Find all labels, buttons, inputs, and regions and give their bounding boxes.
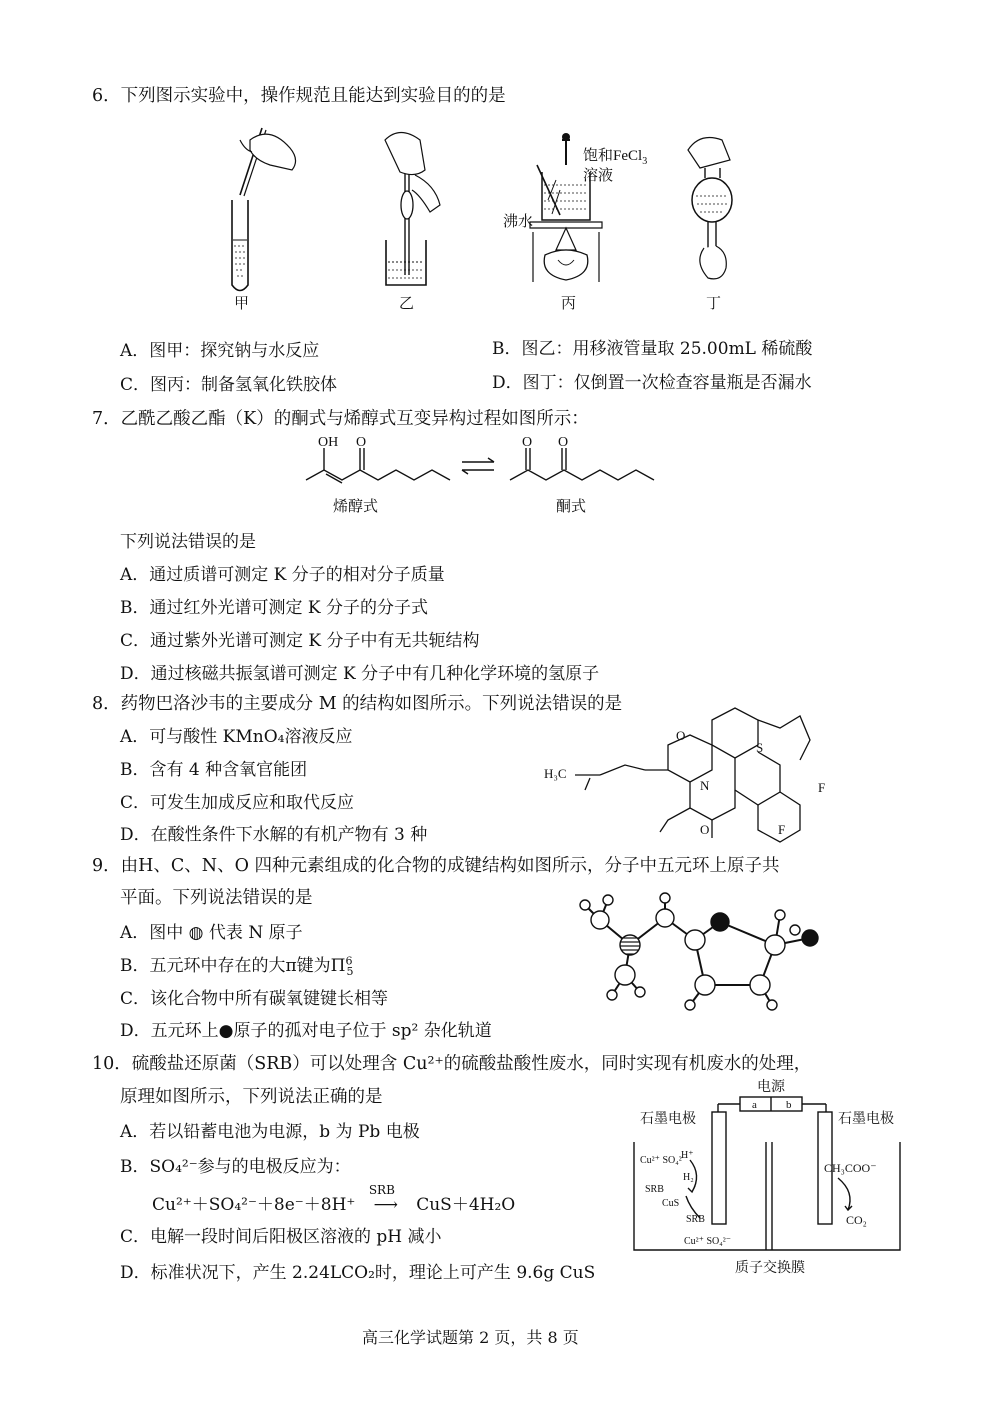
q9-option-a: A．图中 ◍ 代表 N 原子 [120, 923, 303, 943]
fig-label-jia: 甲 [234, 296, 250, 312]
q9-stem-2: 平面。下列说法错误的是 [120, 888, 313, 908]
q8-option-b: B．含有 4 种含氧官能团 [120, 760, 308, 780]
membrane-label: 质子交换膜 [735, 1261, 805, 1276]
cus-label: CuS [662, 1198, 680, 1209]
srb-label-1: SRB [645, 1184, 664, 1195]
q10-stem-1: 10．硫酸盐还原菌（SRB）可以处理含 Cu²⁺的硫酸盐酸性废水，同时实现有机废水的处理， [92, 1054, 812, 1074]
boiling-water-label: 沸水 [503, 214, 534, 230]
terminal-a: a [752, 1099, 757, 1111]
q10-option-d: D．标准状况下，产生 2.24LCO₂时，理论上可产生 9.6g CuS [120, 1263, 596, 1283]
q9-option-d: D．五元环上●原子的孤对电子位于 sp² 杂化轨道 [120, 1021, 492, 1041]
equation-left: Cu²⁺＋SO₄²⁻＋8e⁻＋8H⁺ [152, 1195, 356, 1215]
q9-option-b: B．五元环中存在的大π键为$\Pi^6_5$ [120, 954, 354, 979]
f1-label: F [818, 780, 826, 795]
ketone-o-label: O [676, 728, 686, 743]
q7-option-a: A．通过质谱可测定 K 分子的相对分子质量 [120, 565, 445, 585]
s-label: S [756, 740, 764, 755]
cu-so4-label: Cu²⁺ SO₄²⁻ [640, 1155, 687, 1166]
q8-option-d: D．在酸性条件下水解的有机产物有 3 种 [120, 825, 428, 845]
n2-label: O [700, 822, 710, 837]
h-plus-label: H⁺ [681, 1150, 694, 1161]
q10-option-b: B．SO₄²⁻参与的电极反应为： [120, 1157, 351, 1177]
q10-stem-2: 原理如图所示，下列说法正确的是 [120, 1087, 383, 1107]
q6-option-c: C．图丙：制备氢氧化铁胶体 [120, 375, 338, 395]
q7-option-c: C．通过紫外光谱可测定 K 分子中有无共轭结构 [120, 631, 480, 651]
q6-stem: 6．下列图示实验中，操作规范且能达到实验目的的是 [92, 86, 506, 106]
equation-right: CuS＋4H₂O [416, 1195, 516, 1215]
fecl3-label: 饱和FeCl$_3$ [583, 148, 648, 167]
left-electrode-label: 石墨电极 [640, 1112, 696, 1127]
q10-option-c: C．电解一段时间后阳极区溶液的 pH 减小 [120, 1227, 442, 1247]
q6-option-d: D．图丁：仅倒置一次检查容量瓶是否漏水 [492, 373, 812, 393]
h2-label: H₂ [683, 1172, 694, 1183]
q9-option-c: C．该化合物中所有碳氧键键长相等 [120, 989, 389, 1009]
oh-label: OH [318, 435, 339, 450]
right-electrode-label: 石墨电极 [838, 1112, 894, 1127]
equation-arrow: SRB ⟶ [368, 1183, 398, 1215]
keto-o1-label: O [522, 435, 533, 450]
acetate-label: CH₃COO⁻ [824, 1161, 877, 1175]
enol-label: 烯醇式 [333, 497, 379, 515]
q7-option-d: D．通过核磁共振氢谱可测定 K 分子中有几种化学环境的氢原子 [120, 664, 600, 684]
srb-label-2: SRB [686, 1214, 705, 1225]
bottom-ions-label: Cu²⁺ SO₄²⁻ [684, 1236, 731, 1247]
fig-label-bing: 丙 [561, 296, 577, 312]
q8-option-c: C．可发生加成反应和取代反应 [120, 793, 355, 813]
q9-stem-1: 9．由H、C、N、O 四种元素组成的化合物的成键结构如图所示，分子中五元环上原子共 [92, 856, 780, 876]
power-label: 电源 [757, 1080, 785, 1095]
q8-option-a: A．可与酸性 KMnO₄溶液反应 [120, 727, 353, 747]
fig-label-yi: 乙 [399, 296, 415, 312]
keto-label: 酮式 [556, 497, 587, 515]
keto-o2-label: O [558, 435, 569, 450]
enol-o-label: O [356, 435, 367, 450]
q10-option-a: A．若以铅蓄电池为电源，b 为 Pb 电极 [120, 1122, 420, 1142]
page-footer: 高三化学试题第 2 页，共 8 页 [362, 1328, 579, 1347]
q7-option-b: B．通过红外光谱可测定 K 分子的分子式 [120, 598, 428, 618]
q7-stem: 7．乙酰乙酸乙酯（K）的酮式与烯醇式互变异构过程如图所示： [92, 409, 589, 429]
co2-label: CO₂ [846, 1213, 867, 1227]
fig-label-ding: 丁 [706, 296, 722, 312]
fecl3-solution-label: 溶液 [583, 168, 614, 184]
q8-stem: 8．药物巴洛沙韦的主要成分 M 的结构如图所示。下列说法错误的是 [92, 694, 623, 714]
ch3-label: H₃C [544, 766, 567, 781]
q6-option-a: A．图甲：探究钠与水反应 [120, 341, 320, 361]
q7-sub-stem: 下列说法错误的是 [120, 532, 256, 552]
n-label: N [700, 778, 710, 793]
q6-option-b: B．图乙：用移液管量取 25.00mL 稀硫酸 [492, 339, 813, 359]
terminal-b: b [786, 1099, 792, 1111]
f2-label: F [778, 822, 786, 837]
